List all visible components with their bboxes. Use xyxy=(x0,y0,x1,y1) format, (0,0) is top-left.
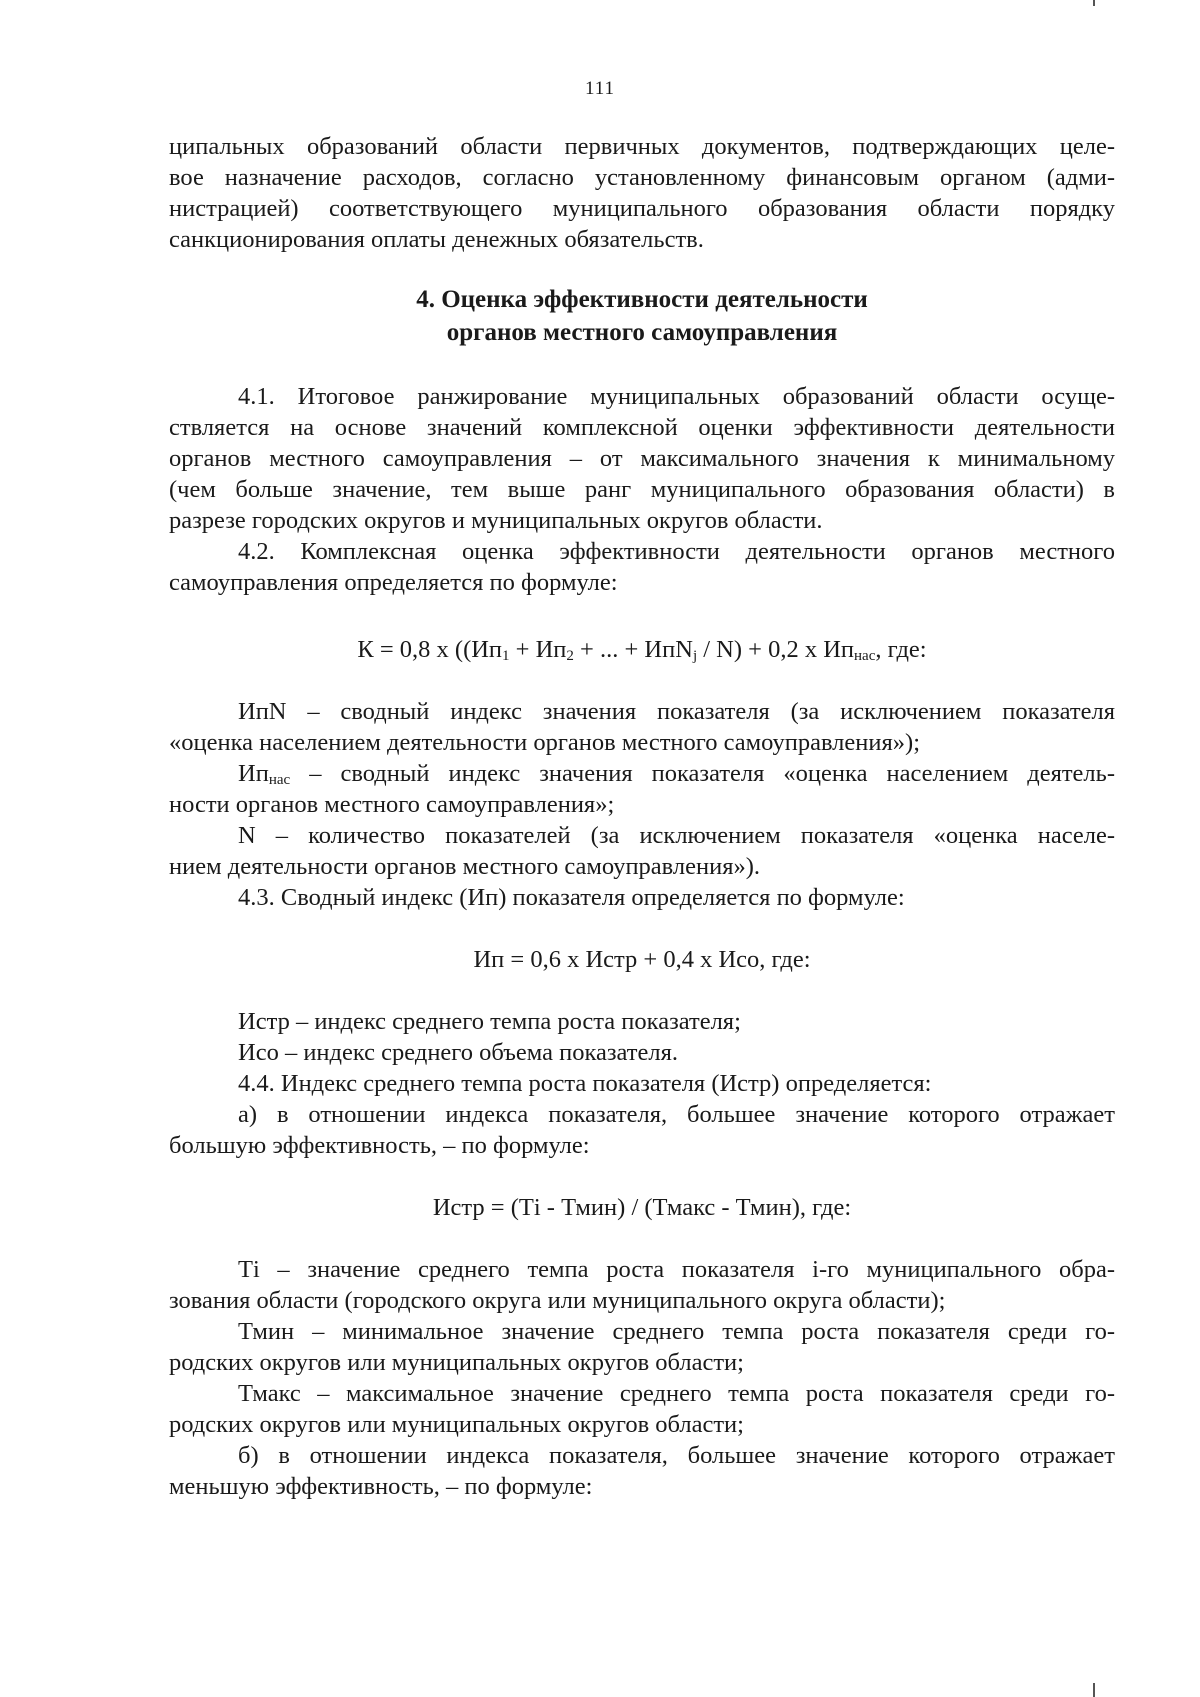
text-line: самоуправления определяется по формуле: xyxy=(169,569,618,596)
paragraph-4-3 xyxy=(169,882,1115,913)
text-line: ИпN – сводный индекс значения показателя (за исключением показателя xyxy=(238,698,1115,725)
text-line: 4.4. Индекс среднего темпа роста показателя (Истр) определяется: xyxy=(238,1070,932,1097)
text-line: нистрацией) соответствующего муниципального образования области порядку xyxy=(169,195,1115,222)
formula-text: , где: xyxy=(875,636,927,663)
text-line: 4.3. Сводный индекс (Ип) показателя определяется по формуле: xyxy=(238,884,905,911)
text-line: нием деятельности органов местного самоуправления»). xyxy=(169,853,761,880)
text-line: Тмакс – максимальное значение среднего темпа роста показателя среди го- xyxy=(238,1380,1115,1407)
text-line: Исо – индекс среднего объема показателя. xyxy=(238,1039,678,1066)
paragraph-4-4 xyxy=(169,1068,1115,1161)
text-line: Истр – индекс среднего темпа роста показателя; xyxy=(238,1008,741,1035)
section-heading xyxy=(169,283,1115,349)
text-line: родских округов или муниципальных округов области; xyxy=(169,1349,744,1376)
page-number: 111 xyxy=(584,78,616,99)
text-line: Тi – значение среднего темпа роста показателя i-го муниципального обра- xyxy=(238,1256,1115,1283)
text-line: ности органов местного самоуправления»; xyxy=(169,791,615,818)
formula-text: + ... + ИпN xyxy=(573,636,693,663)
formula-subscript: j xyxy=(692,648,698,664)
formula-text: / N) + 0,2 х Ип xyxy=(697,636,855,663)
formula-text: Истр = (Тi - Тмин) / (Тмакс - Тмин), где: xyxy=(432,1194,852,1221)
definitions-istr xyxy=(169,1254,1115,1502)
formula-subscript: 2 xyxy=(566,648,574,664)
formula-istr xyxy=(169,1192,1115,1223)
scan-edge-mark-top xyxy=(1093,0,1095,6)
term-subscript: нас xyxy=(268,772,291,788)
formula-text: К = 0,8 х ((Ип xyxy=(357,636,503,663)
text-line: ствляется на основе значений комплексной оценки эффективности деятельности xyxy=(169,414,1115,441)
text-line: ципальных образований области первичных документов, подтверждающих целе- xyxy=(169,133,1115,160)
text-line: большую эффективность, – по формуле: xyxy=(169,1132,590,1159)
formula-subscript: нас xyxy=(854,648,876,664)
text-line: вое назначение расходов, согласно установленному финансовым органом (адми- xyxy=(169,164,1115,191)
text-line: N – количество показателей (за исключением показателя «оценка населе- xyxy=(238,822,1115,849)
definition-text: – сводный индекс значения показателя «оценка населением деятель- xyxy=(290,760,1115,787)
intro-paragraph xyxy=(169,131,1115,255)
paragraph-4-1 xyxy=(169,381,1115,536)
text-line: а) в отношении индекса показателя, большее значение которого отражает xyxy=(238,1101,1115,1128)
text-line: б) в отношении индекса показателя, большее значение которого отражает xyxy=(238,1442,1115,1469)
text-line: меньшую эффективность, – по формуле: xyxy=(169,1473,593,1500)
text-line: органов местного самоуправления – от максимального значения к минимальному xyxy=(169,445,1115,472)
text-line: (чем больше значение, тем выше ранг муниципального образования области) в xyxy=(169,476,1115,503)
term: Ип xyxy=(238,760,269,787)
formula-subscript: 1 xyxy=(502,648,510,664)
paragraph-4-2 xyxy=(169,536,1115,598)
formula-k xyxy=(169,634,1115,665)
formula-text: + Ип xyxy=(509,636,567,663)
section-title-line: 4. Оценка эффективности деятельности xyxy=(416,286,868,313)
text-line xyxy=(169,758,1115,789)
text-line: 4.2. Комплексная оценка эффективности деятельности органов местного xyxy=(238,538,1115,565)
text-line: родских округов или муниципальных округов области; xyxy=(169,1411,744,1438)
section-title-line: органов местного самоуправления xyxy=(446,319,838,346)
definitions-ip xyxy=(169,1006,1115,1068)
definitions-k xyxy=(169,696,1115,882)
text-line: разрезе городских округов и муниципальных округов области. xyxy=(169,507,823,534)
text-line: зования области (городского округа или муниципального округа области); xyxy=(169,1287,946,1314)
text-line: «оценка населением деятельности органов местного самоуправления»); xyxy=(169,729,920,756)
text-line: Тмин – минимальное значение среднего темпа роста показателя среди го- xyxy=(238,1318,1115,1345)
text-line: санкционирования оплаты денежных обязательств. xyxy=(169,226,704,253)
formula-ip xyxy=(169,944,1115,975)
formula-text: Ип = 0,6 х Истр + 0,4 х Исо, где: xyxy=(473,946,811,973)
text-line: 4.1. Итоговое ранжирование муниципальных образований области осуще- xyxy=(238,383,1115,410)
scan-edge-mark-bottom xyxy=(1093,1683,1095,1697)
